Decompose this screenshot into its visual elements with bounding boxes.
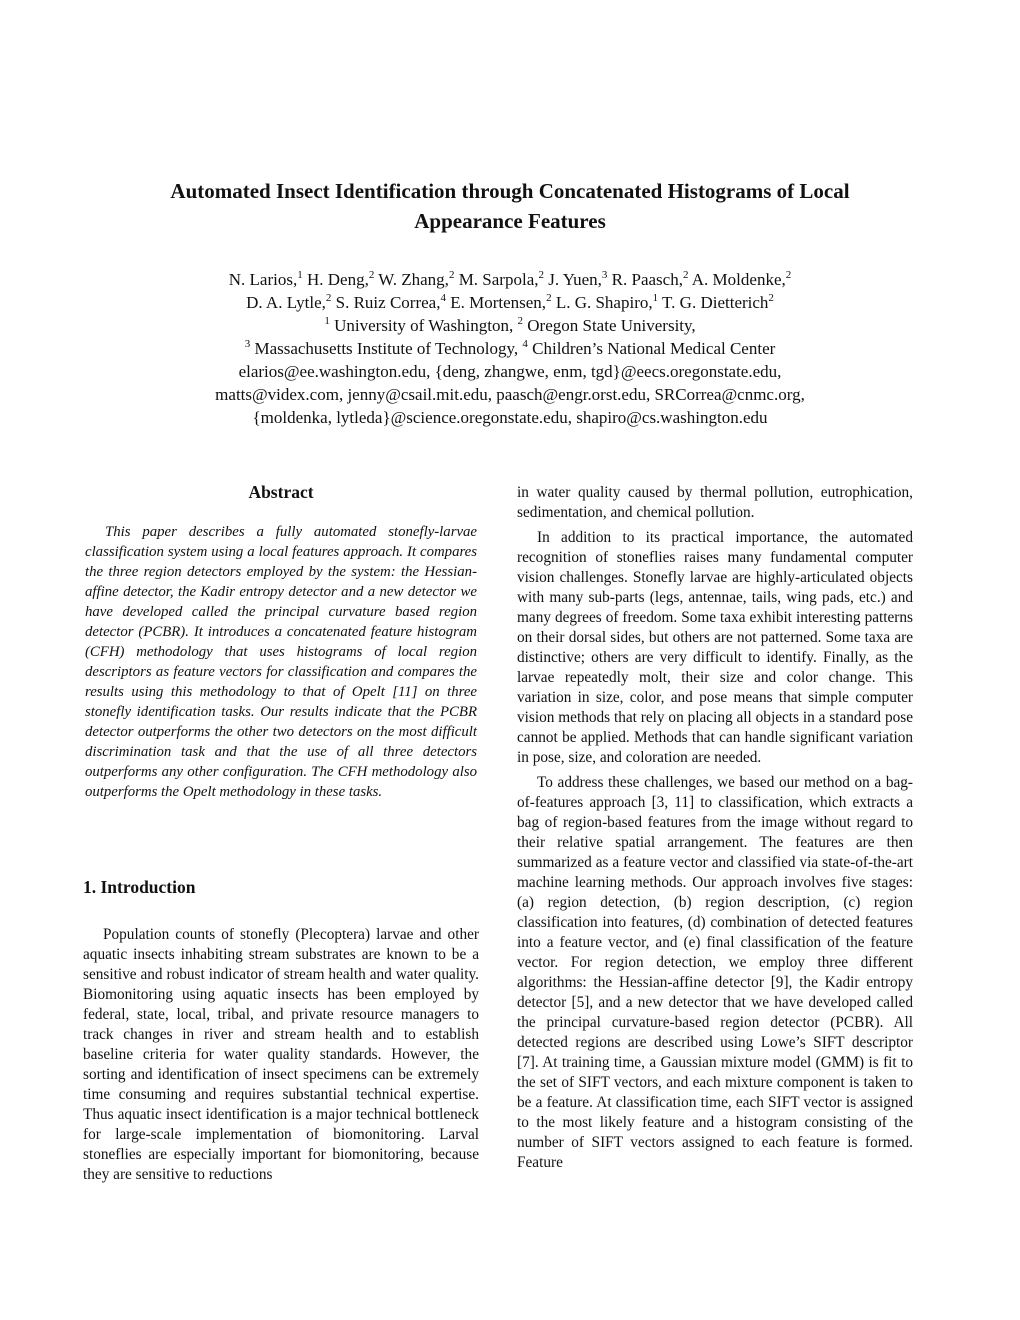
email-line: elarios@ee.washington.edu, {deng, zhangwe, enm, tgd}@eecs.oregonstate.edu, (238, 362, 782, 381)
affiliation-line: $^3$ Massachusetts Institute of Technology, $^4$ Children’s National Medical Center (244, 338, 776, 358)
affiliation-line: $^1$ University of Washington, $^2$ Oregon State University, (324, 315, 696, 335)
author: M. Sarpola,$^2$ (454, 269, 544, 289)
abstract-heading: Abstract (248, 482, 314, 502)
author: H. Deng,$^2$ (302, 269, 375, 289)
email-line: matts@videx.com, jenny@csail.mit.edu, paasch@engr.orst.edu, SRCorrea@cnmc.org, (215, 385, 805, 404)
title-line: Automated Insect Identification through Concatenated Histograms of Local (170, 179, 850, 203)
author: T. G. Dietterich$^2$ (658, 292, 774, 312)
email-line: {moldenka, lytleda}@science.oregonstate.edu, shapiro@cs.washington.edu (252, 408, 768, 427)
author-line (80, 291, 940, 314)
author: S. Ruiz Correa,$^4$ (331, 292, 446, 312)
intro-paragraph-2: In addition to its practical importance, the automated recognition of stoneflies raises many fundamental computer vision challenges. Stonefly larvae are highly-articulated objects with many sub-parts (legs, antennae, tails, wing pads, etc.) and many degrees of freedom. Some taxa exhibit interesting patterns on their dorsal sides, but others are not patterned. Some taxa are distinctive; others are very difficult to identify. Finally, as the larvae repeatedly molt, their size and color change. This variation in size, color, and pose means that simple computer vision methods that rely on placing all objects in a standard pose cannot be applied. Methods that can handle significant variation in pose, size, and coloration are needed. (517, 529, 913, 766)
title-line: Appearance Features (414, 209, 606, 233)
left-column (83, 482, 479, 1185)
author: E. Mortensen,$^2$ (445, 292, 552, 312)
author: W. Zhang,$^2$ (374, 269, 455, 289)
introduction-heading: 1. Introduction (83, 877, 196, 897)
paper-title (80, 176, 940, 236)
author-block (80, 268, 940, 429)
author: N. Larios,$^1$ (228, 269, 303, 289)
intro-paragraph-1: Population counts of stonefly (Plecoptera) larvae and other aquatic insects inhabiting stream substrates are known to be a sensitive and robust indicator of stream health and water quality. Biomonitoring using aquatic insects has been employed by federal, state, local, tribal, and private resource managers to track changes in river and stream health and to establish baseline criteria for water quality standards. However, the sorting and identification of insect specimens can be extremely time consuming and requires substantial technical expertise. Thus aquatic insect identification is a major technical bottleneck for large-scale implementation of biomonitoring. Larval stoneflies are especially important for biomonitoring, because they are sensitive to reductions (83, 926, 479, 1183)
author: J. Yuen,$^3$ (543, 269, 608, 289)
right-column (517, 483, 913, 1173)
abstract-text: This paper describes a fully automated stonefly-larvae classification system using a local features approach. It compares the three region detectors employed by the system: the Hessian-affine detector, the Kadir entropy detector and a new detector we have developed called the principal curvature based region detector (PCBR). It introduces a concatenated feature histogram (CFH) methodology that uses histograms of local region descriptors as feature vectors for classification and compares the results using this methodology to that of Opelt [11] on three stonefly identification tasks. Our results indicate that the PCBR detector outperforms the other two detectors on the most difficult discrimination task and that the use of all three detectors outperforms any other configuration. The CFH methodology also outperforms the Opelt methodology in these tasks. (85, 524, 477, 800)
author: D. A. Lytle,$^2$ (246, 292, 332, 312)
author: R. Paasch,$^2$ (607, 269, 689, 289)
author: A. Moldenke,$^2$ (688, 269, 792, 289)
author: L. G. Shapiro,$^1$ (551, 292, 659, 312)
author-line (80, 268, 940, 291)
intro-paragraph-1-continued: in water quality caused by thermal pollution, eutrophication, sedimentation, and chemical pollution. (517, 484, 913, 521)
intro-paragraph-3: To address these challenges, we based our method on a bag-of-features approach [3, 11] to classification, which extracts a bag of region-based features from the image without regard to their relative spatial arrangement. The features are then summarized as a feature vector and classified via state-of-the-art machine learning methods. Our approach involves five stages: (a) region detection, (b) region description, (c) region classification into features, (d) combination of detected features into a feature vector, and (e) final classification of the feature vector. For region detection, we employ three different algorithms: the Hessian-affine detector [9], the Kadir entropy detector [5], and a new detector that we have developed called the principal curvature-based region detector (PCBR). All detected regions are described using Lowe’s SIFT descriptor [7]. At training time, a Gaussian mixture model (GMM) is fit to the set of SIFT vectors, and each mixture component is taken to be a feature. At classification time, each SIFT vector is assigned to the most likely feature and a histogram consisting of the number of SIFT vectors assigned to each feature is formed. Feature (517, 774, 913, 1171)
